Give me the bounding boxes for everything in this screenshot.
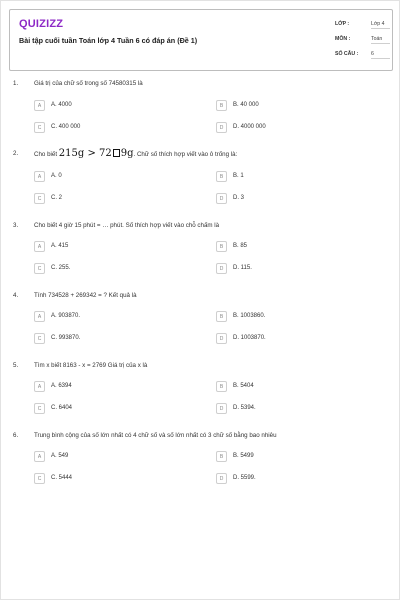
option-letter-box: A [34,381,45,392]
math-expression-right: 9g [120,148,134,159]
option-text: D. 1003870. [233,335,266,341]
option-text: A. 549 [51,453,69,459]
option-letter-box: D [216,403,227,414]
option-text: A. 415 [51,243,69,249]
question-text: Trung bình cộng của số lớn nhất có 4 chữ số và số lớn nhất có 3 chữ số bằng bao nhiêu [34,432,277,439]
option-letter-box: C [34,122,45,133]
question-number: 2. [13,150,19,157]
worksheet-meta [335,16,390,61]
option-text: D. 3 [233,195,245,201]
quizizz-logo: QUIZIZZ [19,18,64,30]
meta-row-subject [335,31,390,46]
question-text: Giá trị của chữ số trong số 74580315 là [34,80,143,87]
option-letter-box: D [216,263,227,274]
meta-value: 6 [371,46,390,59]
worksheet-title: Bài tập cuối tuần Toán lớp 4 Tuần 6 có đáp án (Đề 1) [19,36,198,45]
option-letter-box: C [34,403,45,414]
question-number: 3. [13,222,19,229]
option-letter-box: A [34,451,45,462]
question-number: 4. [13,292,19,299]
meta-row-question-count [335,46,390,61]
option-text: D. 115. [233,265,252,271]
option-text: A. 903870. [51,313,81,319]
option-text: D. 5394. [233,405,256,411]
option-text: B. 1003860. [233,313,266,319]
option-text: C. 993870. [51,335,81,341]
empty-box-icon [113,149,120,157]
question-text-after: . Chữ số thích hợp viết vào ô trống là: [133,151,238,158]
option-letter-box: A [34,100,45,111]
option-text: D. 4000 000 [233,124,266,130]
option-letter-box: A [34,241,45,252]
meta-label: MÔN : [335,36,351,42]
option-text: A. 6394 [51,383,72,389]
option-letter-box: D [216,473,227,484]
option-letter-box: C [34,473,45,484]
meta-label: LỚP : [335,21,350,27]
question-number: 5. [13,362,19,369]
option-letter-box: B [216,171,227,182]
meta-value: Lớp 4 [371,16,390,29]
option-text: B. 1 [233,173,244,179]
question-text [34,148,237,159]
meta-value: Toán [371,31,390,44]
option-text: C. 6404 [51,405,73,411]
question-text: Cho biết 4 giờ 15 phút = … phút. Số thích hợp viết vào chỗ chấm là [34,222,220,229]
option-text: B. 85 [233,243,248,249]
option-text: B. 5499 [233,453,254,459]
option-letter-box: A [34,171,45,182]
question-number: 1. [13,80,19,87]
question-text: Tính 734528 + 269342 = ? Kết quả là [34,292,137,299]
option-text: A. 4000 [51,102,72,108]
option-text: C. 5444 [51,475,73,481]
meta-row-class [335,16,390,31]
option-letter-box: B [216,241,227,252]
option-letter-box: D [216,193,227,204]
option-letter-box: A [34,311,45,322]
option-letter-box: D [216,122,227,133]
option-letter-box: B [216,451,227,462]
option-text: C. 255. [51,265,71,271]
option-letter-box: C [34,263,45,274]
option-text: D. 5599. [233,475,256,481]
option-text: B. 5404 [233,383,254,389]
question-number: 6. [13,432,19,439]
option-letter-box: C [34,193,45,204]
meta-label: SỐ CÂU : [335,51,359,57]
option-letter-box: B [216,311,227,322]
option-letter-box: C [34,333,45,344]
question-text-before: Cho biết [34,151,58,158]
option-text: B. 40 000 [233,102,259,108]
option-letter-box: B [216,100,227,111]
option-letter-box: D [216,333,227,344]
question-text: Tìm x biết 8163 - x = 2769 Giá trị của x là [34,362,148,369]
math-expression-left: 215g > 72 [58,148,112,159]
option-letter-box: B [216,381,227,392]
worksheet-header [9,9,393,71]
option-text: C. 2 [51,195,63,201]
option-text: A. 0 [51,173,62,179]
option-text: C. 400 000 [51,124,81,130]
